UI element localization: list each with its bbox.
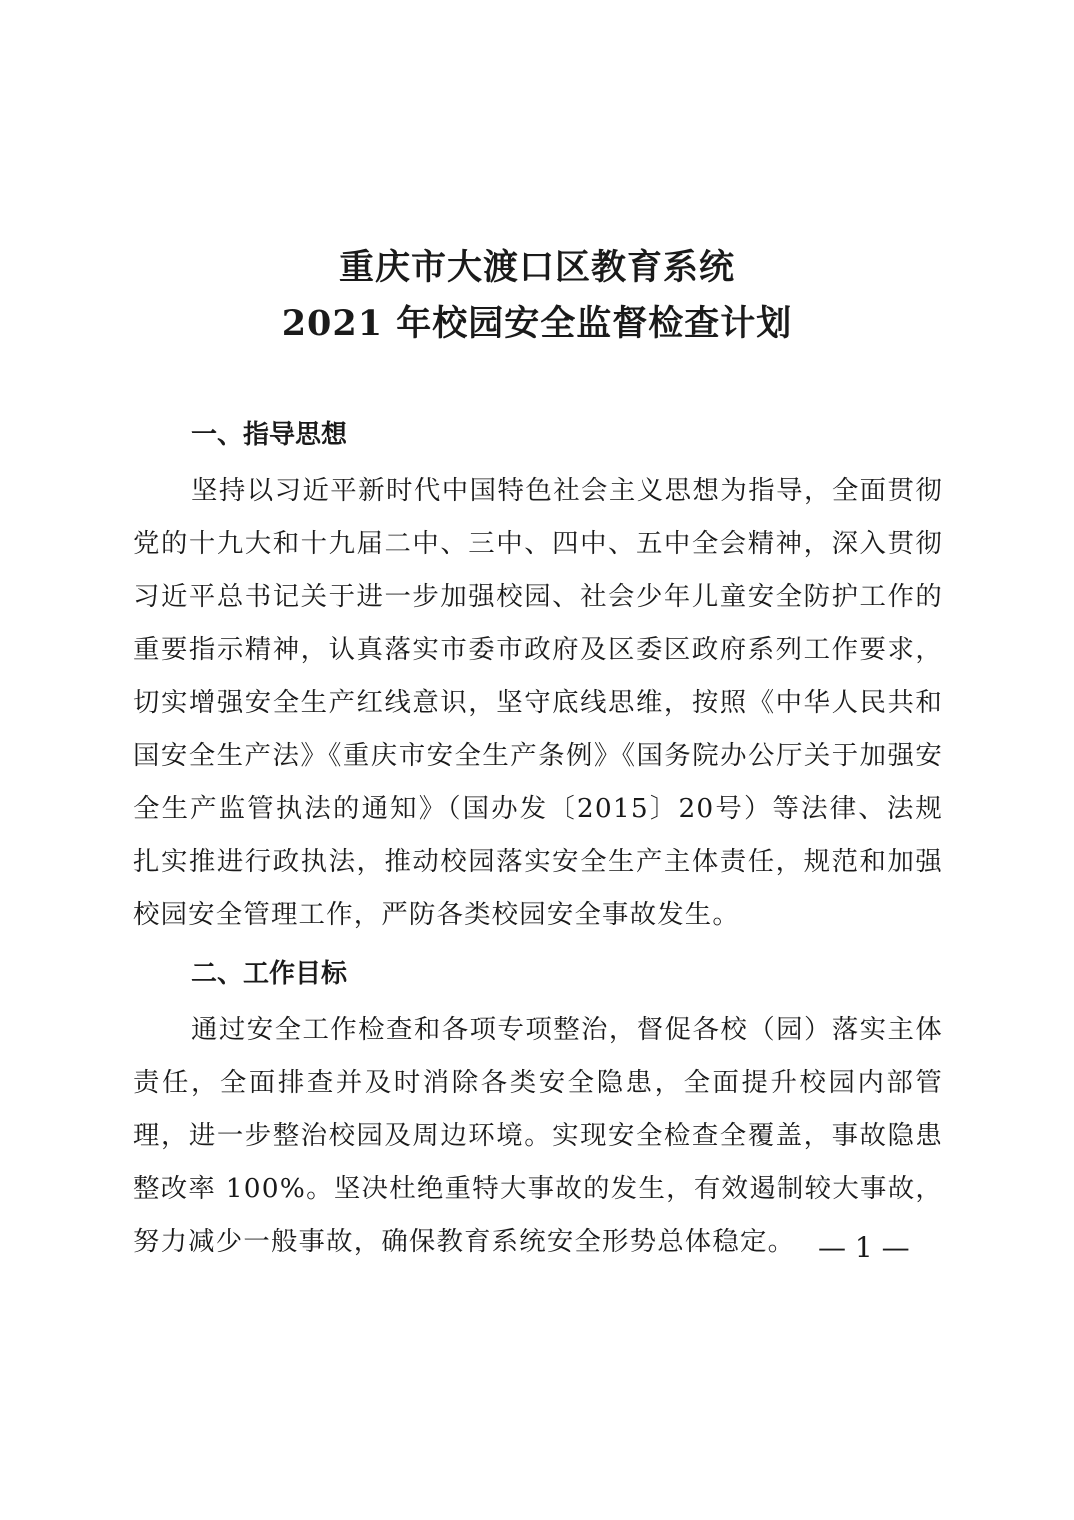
- document-body: [133, 408, 943, 1268]
- document-title: [0, 240, 1074, 352]
- section-heading-work-goals: 二、工作目标: [191, 959, 348, 989]
- section-paragraph-work-goals: 通过安全工作检查和各项专项整治，督促各校（园）落实主体责任，全面排查并及时消除各类安全隐患，全面提升校园内部管理，进一步整治校园及周边环境。实现安全检查全覆盖，事故隐患整改率 100%。坚决杜绝重特大事故的发生，有效遏制较大事故，努力减少一般事故，确保教育系统安全形势总体稳定。: [133, 1014, 943, 1257]
- title-line-2: 2021 年校园安全监督检查计划: [281, 303, 793, 344]
- section-heading-guiding-ideology: 一、指导思想: [191, 420, 348, 450]
- section-paragraph-guiding-ideology: 坚持以习近平新时代中国特色社会主义思想为指导，全面贯彻党的十九大和十九届二中、三中、四中、五中全会精神，深入贯彻习近平总书记关于进一步加强校园、社会少年儿童安全防护工作的重要指示精神，认真落实市委市政府及区委区政府系列工作要求，切实增强安全生产红线意识，坚守底线思维，按照《中华人民共和国安全生产法》《重庆市安全生产条例》《国务院办公厅关于加强安全生产监管执法的通知》（国办发〔2015〕20号）等法律、法规扎实推进行政执法，推动校园落实安全生产主体责任，规范和加强校园安全管理工作，严防各类校园安全事故发生。: [133, 475, 943, 930]
- page-number: — 1 —: [818, 1231, 910, 1264]
- title-line-1: 重庆市大渡口区教育系统: [338, 247, 735, 288]
